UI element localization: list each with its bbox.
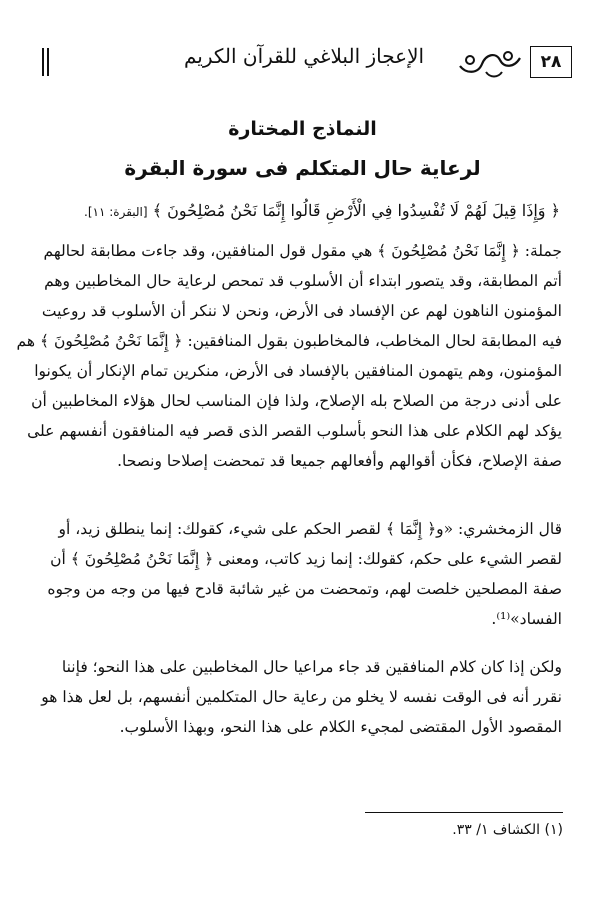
- footnote: (١) الكشاف ١/ ٣٣.: [452, 822, 563, 838]
- text-line: نقرر أنه فى الوقت نفسه لا يخلو من رعاية حال المتكلمين أنفسهم، بل لعل هذا هو: [41, 688, 562, 706]
- text-line: جملة: ﴿ إِنَّمَا نَحْنُ مُصْلِحُونَ ﴾ هي مقول قول المنافقين، وقد جاءت مطابقة لحالهم: [43, 242, 562, 260]
- ornament-icon: [456, 44, 526, 80]
- text-line: يؤكد لهم الكلام على هذا النحو بأسلوب القصر الذى قصر فيه المنافقون أنفسهم على: [27, 422, 562, 440]
- paragraph-1: [16, 236, 562, 476]
- text-line: فيه المطابقة لحال المخاطب، فالمخاطبون بقول المنافقين: ﴿ إِنَّمَا نَحْنُ مُصْلِحُونَ ﴾ هم: [16, 332, 562, 350]
- text-line: صفة المصلحين خلصت لهم، وتمحضت من غير شائبة قادح فيها من وجه من وجوه: [47, 580, 562, 598]
- paragraph-3: [41, 652, 562, 742]
- text-line: قال الزمخشري: «و﴿ إِنَّمَا ﴾ لقصر الحكم على شيء، كقولك: إنما ينطلق زيد، أو: [58, 520, 562, 538]
- text-line: المؤمنون، وهم يتهمون المنافقين بالإفساد فى الأرض، منكرين تمام الإنكار أن يكونوا: [34, 362, 562, 380]
- text-line: المؤمنون الناهون لهم عن الإفساد فى الأرض، ونحن لا ننكر أن الأسلوب قد روعيت: [41, 302, 562, 320]
- verse-text: ﴿ وَإِذَا قِيلَ لَهُمْ لَا تُفْسِدُوا فِي الْأَرْضِ قَالُوا إِنَّمَا نَحْنُ مُصْلِحُونَ ﴾: [152, 201, 560, 220]
- paragraph-2: [47, 514, 562, 634]
- page-header: [42, 38, 572, 88]
- header-double-bar: [42, 48, 50, 76]
- verse-reference: [البقرة: ١١].: [84, 205, 148, 219]
- text-line: ولكن إذا كان كلام المنافقين قد جاء مراعيا حال المخاطبين على هذا النحو؛ فإننا: [61, 658, 562, 676]
- quran-verse: [84, 201, 560, 220]
- section-title: النماذج المختارة: [228, 118, 377, 140]
- running-title: الإعجاز البلاغي للقرآن الكريم: [183, 44, 425, 68]
- text-line: المقصود الأول المقتضى لمجيء الكلام على هذا النحو، وبهذا الأسلوب.: [119, 718, 562, 736]
- text-line: أتم المطابقة، وقد يتصور ابتداء أن الأسلوب قد تمحص لرعاية حال المخاطبين وهم: [44, 272, 562, 290]
- text-line: الفساد»⁽¹⁾.: [491, 610, 562, 628]
- text-line: صفة الإصلاح، فكأن أقوالهم وأفعالهم جميعا قد تمحضت إصلاحا ونصحا.: [117, 452, 562, 470]
- text-line: لقصر الشيء على حكم، كقولك: إنما زيد كاتب، ومعنى ﴿ إِنَّمَا نَحْنُ مُصْلِحُونَ ﴾ أن: [50, 550, 562, 568]
- footnote-divider: [365, 812, 563, 813]
- text-line: على أدنى درجة من الصلاح بله الإصلاح، ولذا فإن المناسب لحال هؤلاء المخاطبين أن: [31, 392, 562, 410]
- page-number: ٢٨: [530, 46, 572, 78]
- section-subtitle: لرعاية حال المتكلم فى سورة البقرة: [124, 156, 481, 180]
